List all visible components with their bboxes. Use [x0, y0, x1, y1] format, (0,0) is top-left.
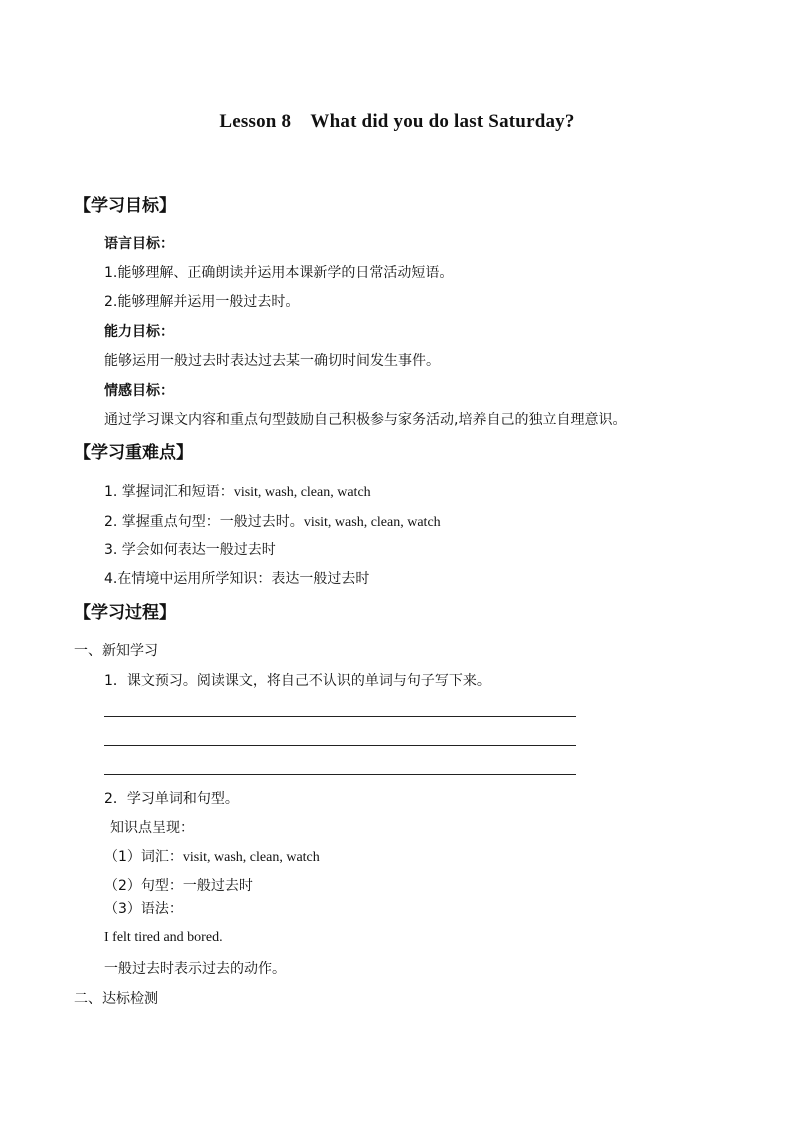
key-point-words: visit, wash, clean, watch [303, 515, 441, 530]
writing-line[interactable] [104, 716, 576, 717]
language-goals-label: 语言目标： [104, 236, 174, 252]
document-title: Lesson 8 What did you do last Saturday? [219, 111, 575, 132]
section-heading-process: 【学习过程】 [74, 603, 176, 623]
section-heading-goals: 【学习目标】 [74, 196, 176, 216]
knowledge-label: 知识点呈现： [110, 820, 194, 836]
emotion-goals-label: 情感目标： [104, 383, 174, 399]
key-point-item: 4.在情境中运用所学知识：表达一般过去时 [104, 571, 370, 587]
emotion-goal-text: 通过学习课文内容和重点句型鼓励自己积极参与家务活动,培养自己的独立自理意识。 [104, 412, 627, 428]
key-point-item: 3. 学会如何表达一般过去时 [104, 542, 276, 558]
key-point-item [104, 481, 371, 501]
section-heading-key-points: 【学习重难点】 [74, 443, 193, 463]
ability-goal-text: 能够运用一般过去时表达过去某一确切时间发生事件。 [104, 353, 440, 369]
step-one-text: 1．课文预习。阅读课文，将自己不认识的单词与句子写下来。 [104, 673, 491, 689]
key-point-prefix: 1. 掌握词汇和短语： [104, 484, 234, 500]
example-sentence: I felt tired and bored. [104, 930, 223, 945]
vocab-words: visit, wash, clean, watch [182, 850, 320, 865]
example-note: 一般过去时表示过去的动作。 [104, 961, 286, 977]
language-goal-item: 2.能够理解并运用一般过去时。 [104, 294, 300, 310]
key-point-prefix: 2. 掌握重点句型：一般过去时。 [104, 514, 304, 530]
pattern-line: （2）句型：一般过去时 [104, 878, 253, 894]
key-point-item [104, 511, 441, 531]
vocab-line [104, 846, 320, 866]
language-goal-item: 1.能够理解、正确朗读并运用本课新学的日常活动短语。 [104, 265, 454, 281]
part-one-heading: 一、新知学习 [74, 643, 158, 659]
writing-line[interactable] [104, 745, 576, 746]
writing-line[interactable] [104, 774, 576, 775]
part-two-heading: 二、达标检测 [74, 991, 158, 1007]
vocab-prefix: （1）词汇： [104, 849, 183, 865]
step-two-text: 2．学习单词和句型。 [104, 791, 239, 807]
ability-goals-label: 能力目标： [104, 324, 174, 340]
key-point-words: visit, wash, clean, watch [233, 485, 371, 500]
grammar-line: （3）语法： [104, 901, 183, 917]
